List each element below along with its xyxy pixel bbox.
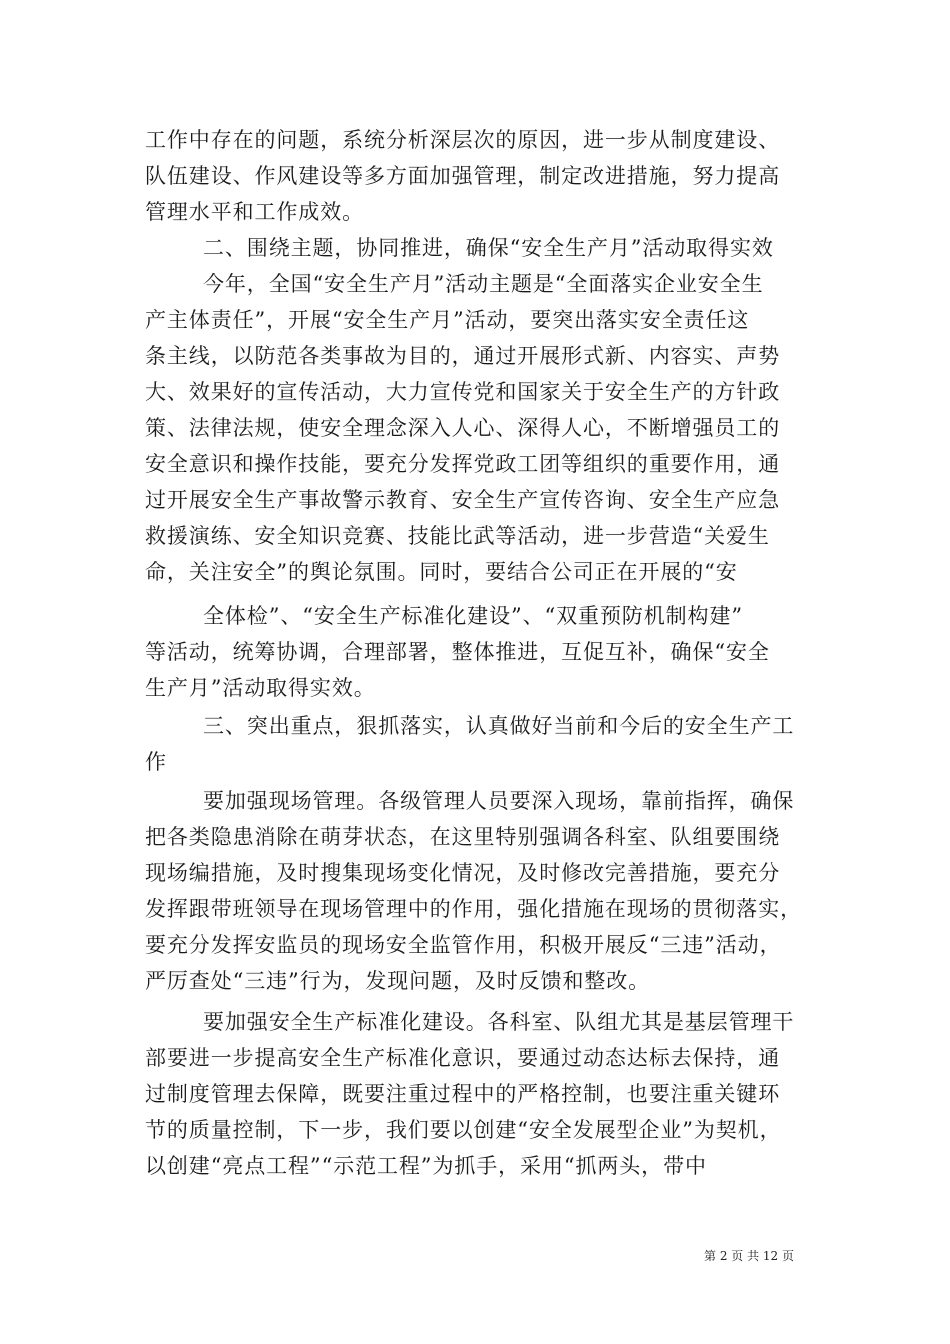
- text-line: 要加强安全生产标准化建设。各科室、队组尤其是基层管理干: [203, 1010, 795, 1034]
- text-line: 等活动，统筹协调，合理部署，整体推进，互促互补，确保“安全: [145, 640, 770, 664]
- text-line: 全体检”、“安全生产标准化建设”、“双重预防机制构建”: [203, 604, 743, 628]
- text-line: 条主线，以防范各类事故为目的，通过开展形式新、内容实、声势: [145, 344, 781, 368]
- text-line: 过开展安全生产事故警示教育、安全生产宣传咨询、安全生产应急: [145, 488, 781, 512]
- text-line: 管理水平和工作成效。: [145, 200, 364, 224]
- page-number-footer: 第 2 页 共 12 页: [704, 1249, 794, 1263]
- text-line: 节的质量控制，下一步，我们要以创建“安全发展型企业”为契机，: [145, 1118, 782, 1142]
- text-line: 命，关注安全”的舆论氛围。同时，要结合公司正在开展的“安: [145, 560, 738, 584]
- text-line: 以创建“亮点工程”“示范工程”为抓手，采用“抓两头，带中: [145, 1154, 707, 1178]
- text-line: 安全意识和操作技能，要充分发挥党政工团等组织的重要作用，通: [145, 452, 781, 476]
- text-line: 策、法律法规，使安全理念深入人心、深得人心，不断增强员工的: [145, 416, 781, 440]
- text-line: 今年，全国“安全生产月”活动主题是“全面落实企业安全生: [203, 272, 764, 296]
- text-line: 生产月”活动取得实效。: [145, 676, 376, 700]
- text-line: 队伍建设、作风建设等多方面加强管理，制定改进措施，努力提高: [145, 164, 781, 188]
- text-line: 救援演练、安全知识竞赛、技能比武等活动，进一步营造“关爱生: [145, 524, 770, 548]
- text-line: 现场编措施，及时搜集现场变化情况，及时修改完善措施，要充分: [145, 861, 781, 885]
- section-heading-2: 二、围绕主题，协同推进，确保“安全生产月”活动取得实效: [203, 236, 774, 260]
- text-line: 作: [145, 750, 167, 774]
- text-line: 部要进一步提高安全生产标准化意识，要通过动态达标去保持，通: [145, 1046, 781, 1070]
- text-line: 严厉查处“三违”行为，发现问题，及时反馈和整改。: [145, 969, 651, 993]
- text-line: 过制度管理去保障，既要注重过程中的严格控制，也要注重关键环: [145, 1082, 781, 1106]
- text-line: 要加强现场管理。各级管理人员要深入现场，靠前指挥，确保: [203, 789, 795, 813]
- text-line: 大、效果好的宣传活动，大力宣传党和国家关于安全生产的方针政: [145, 380, 781, 404]
- section-heading-3: 三、突出重点，狠抓落实，认真做好当前和今后的安全生产工: [203, 714, 795, 738]
- text-line: 产主体责任”，开展“安全生产月”活动，要突出落实安全责任这: [145, 308, 750, 332]
- text-line: 工作中存在的问题，系统分析深层次的原因，进一步从制度建设、: [145, 128, 781, 152]
- text-line: 把各类隐患消除在萌芽状态，在这里特别强调各科室、队组要围绕: [145, 825, 781, 849]
- text-line: 发挥跟带班领导在现场管理中的作用，强化措施在现场的贯彻落实，: [145, 897, 802, 921]
- text-line: 要充分发挥安监员的现场安全监管作用，积极开展反“三违”活动，: [145, 933, 782, 957]
